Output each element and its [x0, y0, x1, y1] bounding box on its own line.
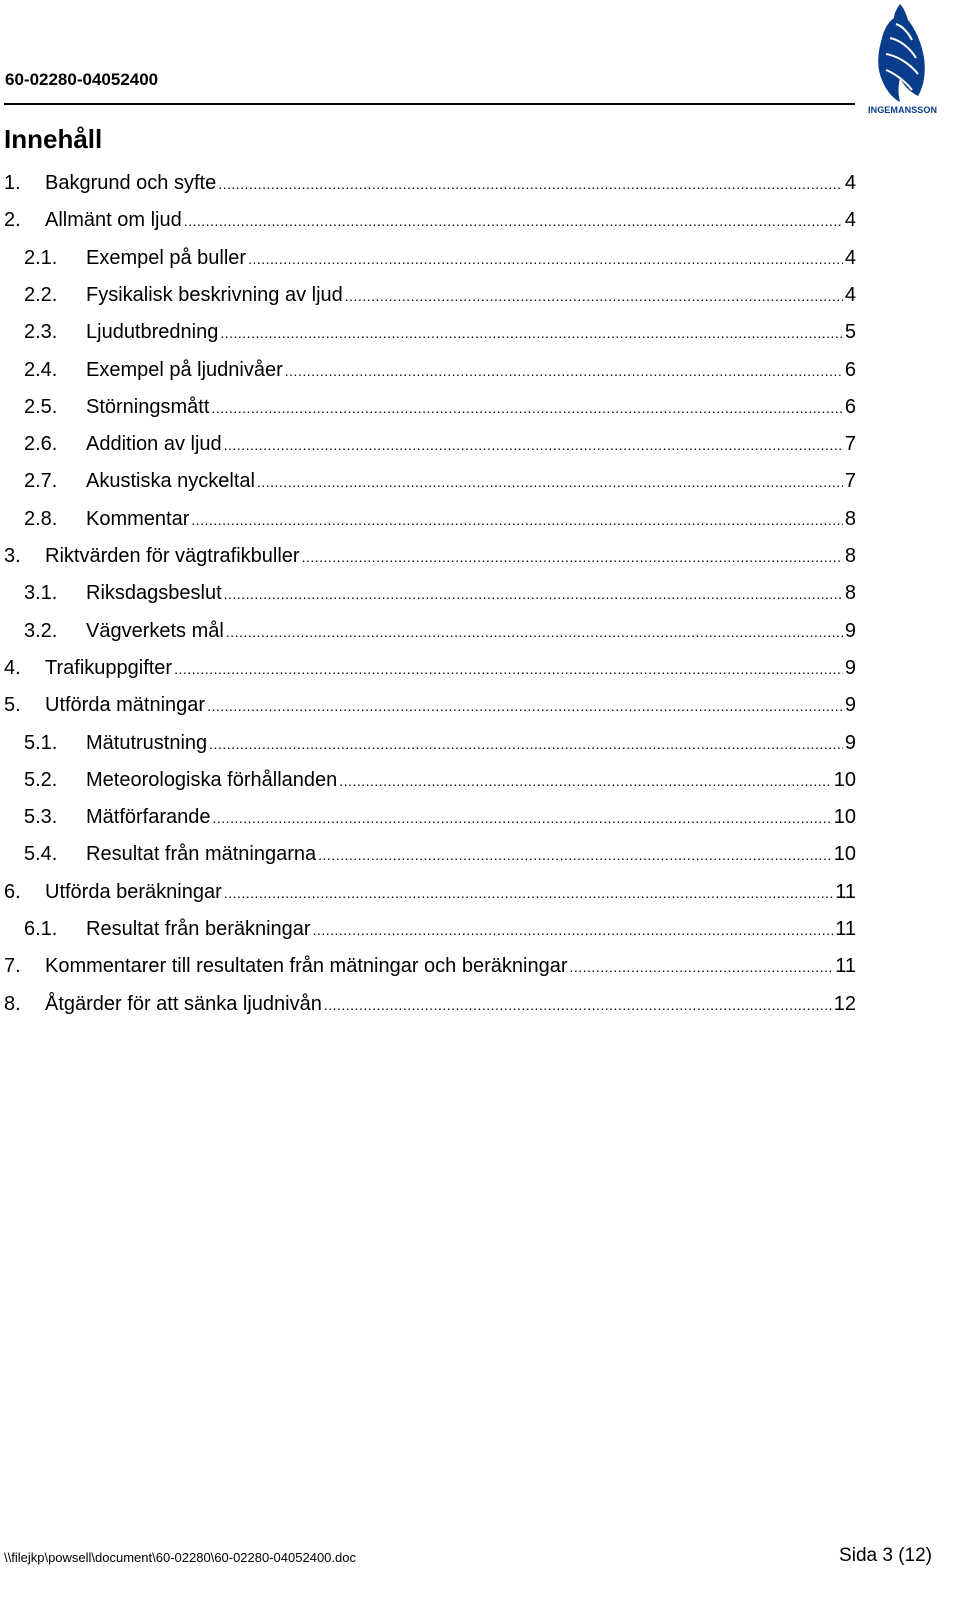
toc-entry-page: 10: [833, 806, 856, 829]
toc-entry[interactable]: [24, 463, 856, 500]
toc-title: Innehåll: [4, 124, 103, 154]
toc-entry[interactable]: [24, 501, 856, 538]
toc-entry-title: Riktvärden för vägtrafikbuller: [45, 545, 300, 567]
toc-entry-page: 8: [844, 507, 856, 530]
toc-entry-title: Mätförfarande: [86, 806, 211, 829]
toc-entry-number: 2.8.: [24, 507, 58, 530]
toc-entry-number: 2.2.: [24, 283, 58, 306]
toc-entry-title: Åtgärder för att sänka ljudnivån: [45, 992, 322, 1015]
toc-entry-number: 5.: [4, 694, 21, 717]
toc-entry-title: Resultat från mätningarna: [86, 843, 317, 866]
toc-entry[interactable]: [4, 687, 856, 724]
toc-entry-title: Riksdagsbeslut: [86, 582, 222, 605]
toc-entry[interactable]: [24, 352, 856, 389]
toc-entry-title: Meteorologiska förhållanden: [86, 768, 338, 791]
toc-entry-title: Akustiska nyckeltal: [86, 470, 255, 493]
toc-entry[interactable]: [24, 836, 856, 873]
toc-dot-leader: [191, 502, 843, 539]
toc-entry-number: 2.6.: [24, 433, 58, 456]
toc-dot-leader: [224, 576, 843, 613]
toc-dot-leader: [569, 949, 833, 986]
toc-entry-page: 10: [833, 768, 856, 791]
toc-entry[interactable]: [24, 389, 856, 426]
toc-entry[interactable]: [4, 538, 856, 575]
toc-dot-leader: [213, 800, 832, 837]
toc-entry-page: 8: [844, 582, 856, 605]
toc-entry-number: 7.: [4, 955, 21, 978]
toc-entry[interactable]: [24, 725, 856, 762]
toc-entry-title: Mätutrustning: [86, 731, 208, 754]
toc-entry-number: 6.: [4, 880, 21, 903]
toc-entry-page: 4: [844, 246, 856, 269]
toc-entry-title: Fysikalisk beskrivning av ljud: [86, 283, 343, 306]
toc-entry-page: 9: [844, 694, 856, 717]
toc-entry-title: Ljudutbredning: [86, 321, 219, 344]
toc-entry[interactable]: [24, 426, 856, 463]
toc-entry-title: Kommentarer till resultaten från mätningar och beräkningar: [45, 955, 568, 978]
toc-dot-leader: [313, 912, 834, 949]
toc-entry-title: Kommentar: [86, 507, 190, 530]
toc-dot-leader: [218, 166, 843, 203]
toc-entry-page: 11: [835, 880, 856, 903]
toc-entry-number: 3.1.: [24, 582, 58, 605]
header-rule: [4, 103, 855, 105]
toc-dot-leader: [226, 614, 843, 651]
toc-entry-page: 4: [844, 283, 856, 306]
toc-dot-leader: [248, 241, 843, 278]
doc-id: 60-02280-04052400: [5, 70, 159, 89]
toc-entry-title: Störningsmått: [86, 395, 210, 418]
toc-entry-title: Utförda beräkningar: [45, 880, 222, 903]
toc-entry[interactable]: [4, 986, 856, 1023]
toc-entry-title: Vägverkets mål: [86, 619, 224, 642]
toc-dot-leader: [318, 837, 832, 874]
toc-dot-leader: [224, 875, 833, 912]
toc-entry[interactable]: [4, 202, 856, 239]
toc-dot-leader: [211, 390, 842, 427]
toc-entry-number: 2.4.: [24, 358, 58, 381]
toc-entry-number: 3.2.: [24, 619, 58, 642]
toc-entry-title: Utförda mätningar: [45, 694, 206, 717]
toc-entry[interactable]: [24, 799, 856, 836]
toc-entry-number: 2.5.: [24, 395, 58, 418]
toc-dot-leader: [184, 203, 843, 240]
toc-entry-page: 10: [833, 843, 856, 866]
toc-entry[interactable]: [24, 240, 856, 277]
toc-entry[interactable]: [4, 874, 856, 911]
toc-entry-number: 5.4.: [24, 843, 58, 866]
toc-entry-number: 2.3.: [24, 321, 58, 344]
toc-entry-number: 5.2.: [24, 768, 58, 791]
toc-entry-number: 1.: [4, 172, 21, 194]
toc-entry-title: Trafikuppgifter: [45, 656, 173, 679]
toc-dot-leader: [224, 427, 843, 464]
toc-entry-page: 7: [844, 433, 856, 456]
toc-entry[interactable]: [24, 314, 856, 351]
toc-entry[interactable]: [4, 948, 856, 985]
toc-entry-page: 7: [844, 470, 856, 493]
toc-entry-number: 2.: [4, 209, 21, 232]
footer-file-path: \\filejkp\powsell\document\60-02280\60-02280-04052400.doc: [4, 1550, 356, 1565]
toc-entry-title: Exempel på buller: [86, 246, 247, 269]
toc-entry-number: 6.1.: [24, 918, 58, 940]
company-logo: [868, 2, 938, 118]
toc-dot-leader: [220, 315, 843, 352]
logo-wordmark: INGEMANSSON: [868, 105, 938, 115]
toc-entry-page: 6: [844, 395, 856, 418]
toc-entry-number: 2.7.: [24, 470, 58, 493]
toc-entry-page: 12: [833, 992, 856, 1015]
toc-dot-leader: [285, 353, 843, 390]
footer-page-number: Sida 3 (12): [839, 1545, 932, 1566]
toc-entry[interactable]: [24, 762, 856, 799]
toc-entry-title: Allmänt om ljud: [45, 209, 182, 232]
toc-entry-page: 4: [844, 172, 856, 194]
shell-logo-icon: [868, 2, 932, 106]
toc-entry[interactable]: [24, 613, 856, 650]
toc-entry-title: Addition av ljud: [86, 433, 222, 456]
toc-entry[interactable]: [24, 575, 856, 612]
toc-dot-leader: [257, 464, 843, 501]
toc-entry[interactable]: [4, 650, 856, 687]
toc-entry-number: 4.: [4, 656, 21, 679]
toc-entry[interactable]: [4, 165, 856, 202]
toc-entry-page: 9: [844, 656, 856, 679]
toc-entry[interactable]: [24, 911, 856, 948]
toc-entry-page: 11: [835, 918, 856, 940]
toc-dot-leader: [209, 726, 843, 763]
toc-dot-leader: [345, 278, 843, 315]
toc-dot-leader: [302, 539, 843, 576]
toc-dot-leader: [324, 987, 832, 1024]
toc-entry-number: 8.: [4, 992, 21, 1015]
toc-entry-page: 5: [844, 321, 856, 344]
toc-entry-page: 6: [844, 358, 856, 381]
toc-entry-title: Bakgrund och syfte: [45, 172, 217, 194]
toc-entry-page: 11: [835, 955, 856, 978]
toc-entry-number: 3.: [4, 545, 21, 567]
toc-entry-page: 9: [844, 619, 856, 642]
toc-entry[interactable]: [24, 277, 856, 314]
toc-dot-leader: [207, 688, 843, 725]
toc-entry-page: 4: [844, 209, 856, 232]
toc-dot-leader: [174, 651, 843, 688]
toc-entry-number: 5.3.: [24, 806, 58, 829]
toc-entry-page: 9: [844, 731, 856, 754]
toc-entry-title: Exempel på ljudnivåer: [86, 358, 283, 381]
toc-entry-page: 8: [844, 545, 856, 567]
toc-dot-leader: [339, 763, 831, 800]
toc-entry-number: 2.1.: [24, 246, 58, 269]
toc-entry-title: Resultat från beräkningar: [86, 918, 311, 940]
toc-entry-number: 5.1.: [24, 731, 58, 754]
